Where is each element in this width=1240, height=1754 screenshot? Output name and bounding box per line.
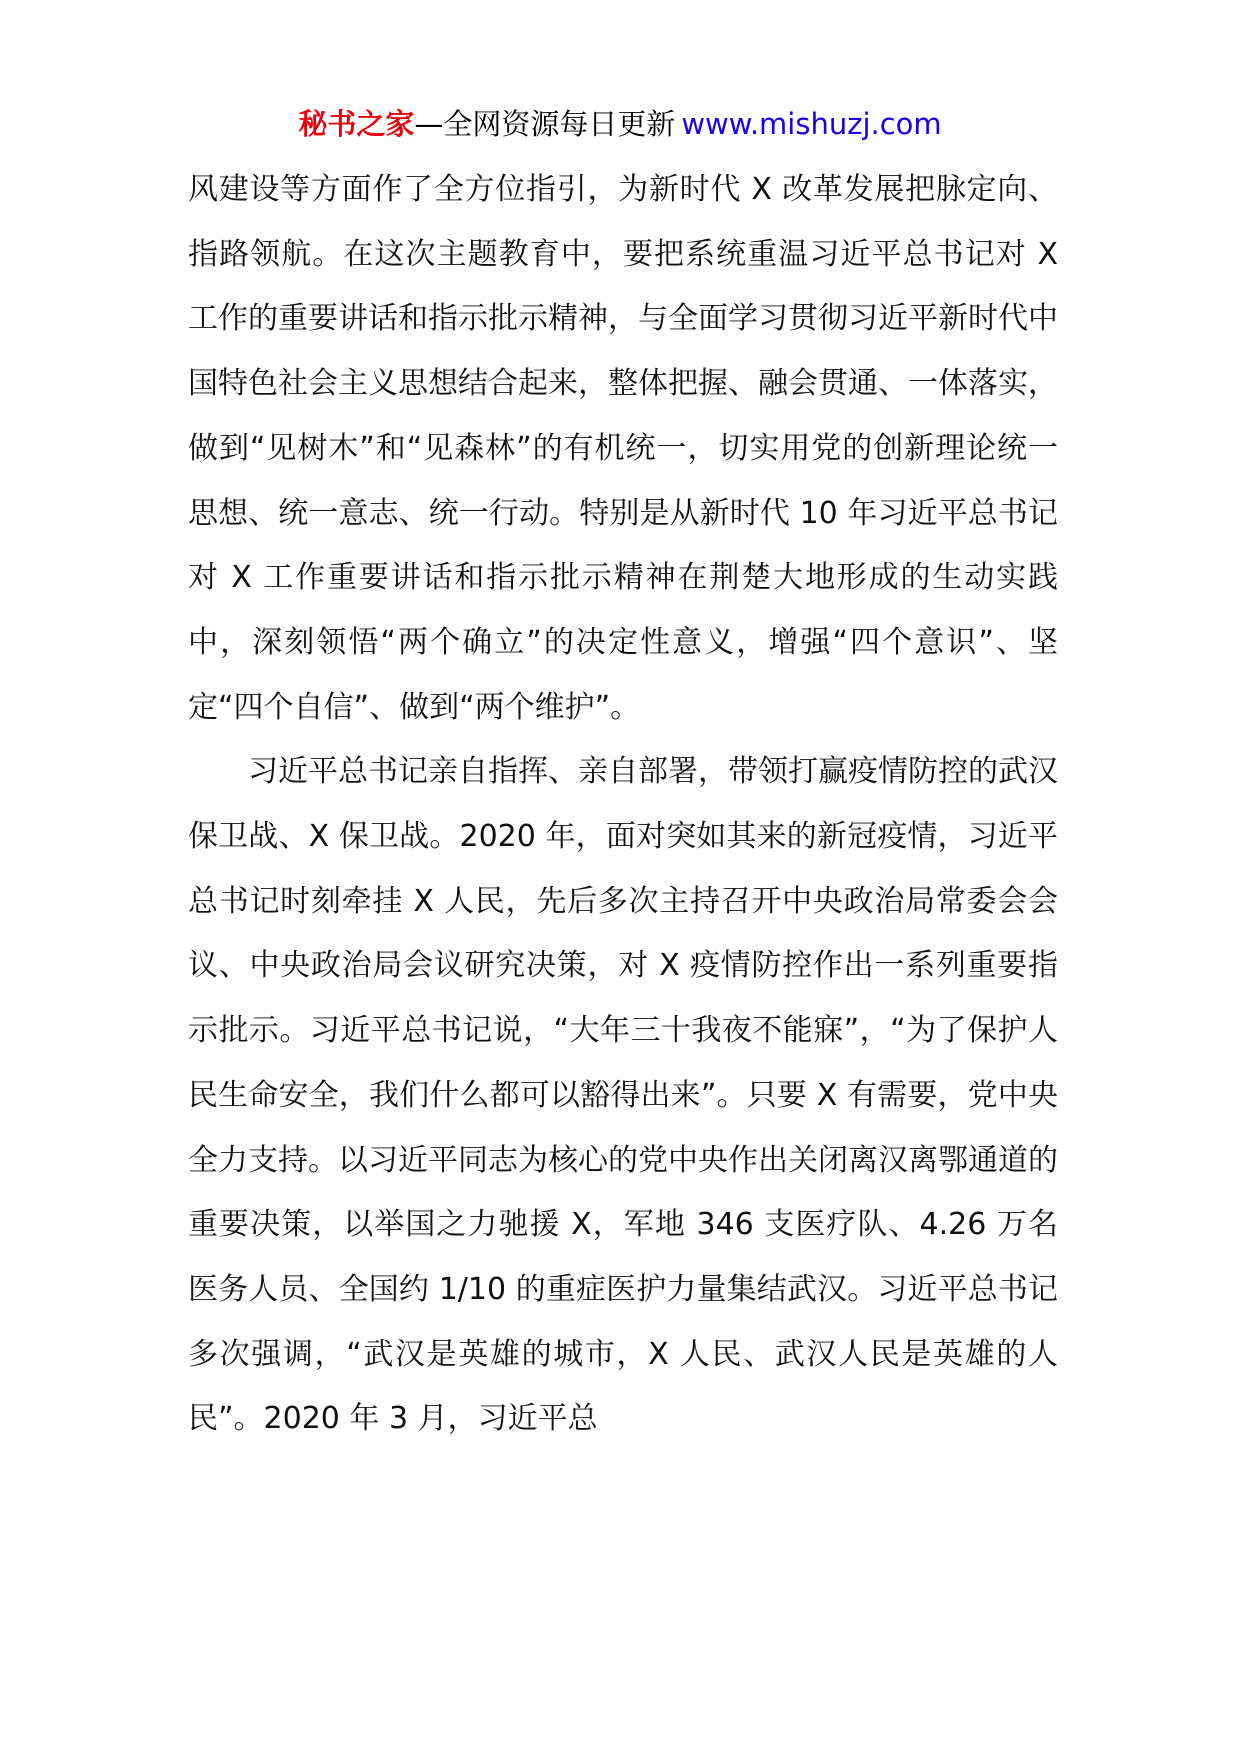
header-tagline: —全网资源每日更新	[414, 107, 676, 141]
paragraph-2: 习近平总书记亲自指挥、亲自部署，带领打赢疫情防控的武汉保卫战、X 保卫战。2020 年，面对突如其来的新冠疫情，习近平总书记时刻牵挂 X 人民，先后多次主持召开中央政治局常委会会议、中央政治局会议研究决策，对 X 疫情防控作出一系列重要指示批示。习近平总书记说，“大年三十我夜不能寐”，“为了保护人民生命安全，我们什么都可以豁得出来”。只要 X 有需要，党中央全力支持。以习近平同志为核心的党中央作出关闭离汉离鄂通道的重要决策，以举国之力驰援 X，军地 346 支医疗队、4.26 万名医务人员、全国约 1/10 的重症医护力量集结武汉。习近平总书记多次强调，“武汉是英雄的城市，X 人民、武汉人民是英雄的人民”。2020 年 3 月，习近平总	[188, 754, 1058, 1437]
site-url-link[interactable]: www.mishuzj.com	[681, 107, 942, 141]
document-body	[188, 158, 1058, 1452]
site-header	[0, 104, 1240, 144]
paragraph-1: 风建设等方面作了全方位指引，为新时代 X 改革发展把脉定向、指路领航。在这次主题教育中，要把系统重温习近平总书记对 X 工作的重要讲话和指示批示精神，与全面学习贯彻习近平新时代中国特色社会主义思想结合起来，整体把握、融会贯通、一体落实，做到“见树木”和“见森林”的有机统一，切实用党的创新理论统一思想、统一意志、统一行动。特别是从新时代 10 年习近平总书记对 X 工作重要讲话和指示批示精神在荆楚大地形成的生动实践中，深刻领悟“两个确立”的决定性意义，增强“四个意识”、坚定“四个自信”、做到“两个维护”。	[188, 172, 1058, 725]
brand-name: 秘书之家	[298, 107, 415, 141]
